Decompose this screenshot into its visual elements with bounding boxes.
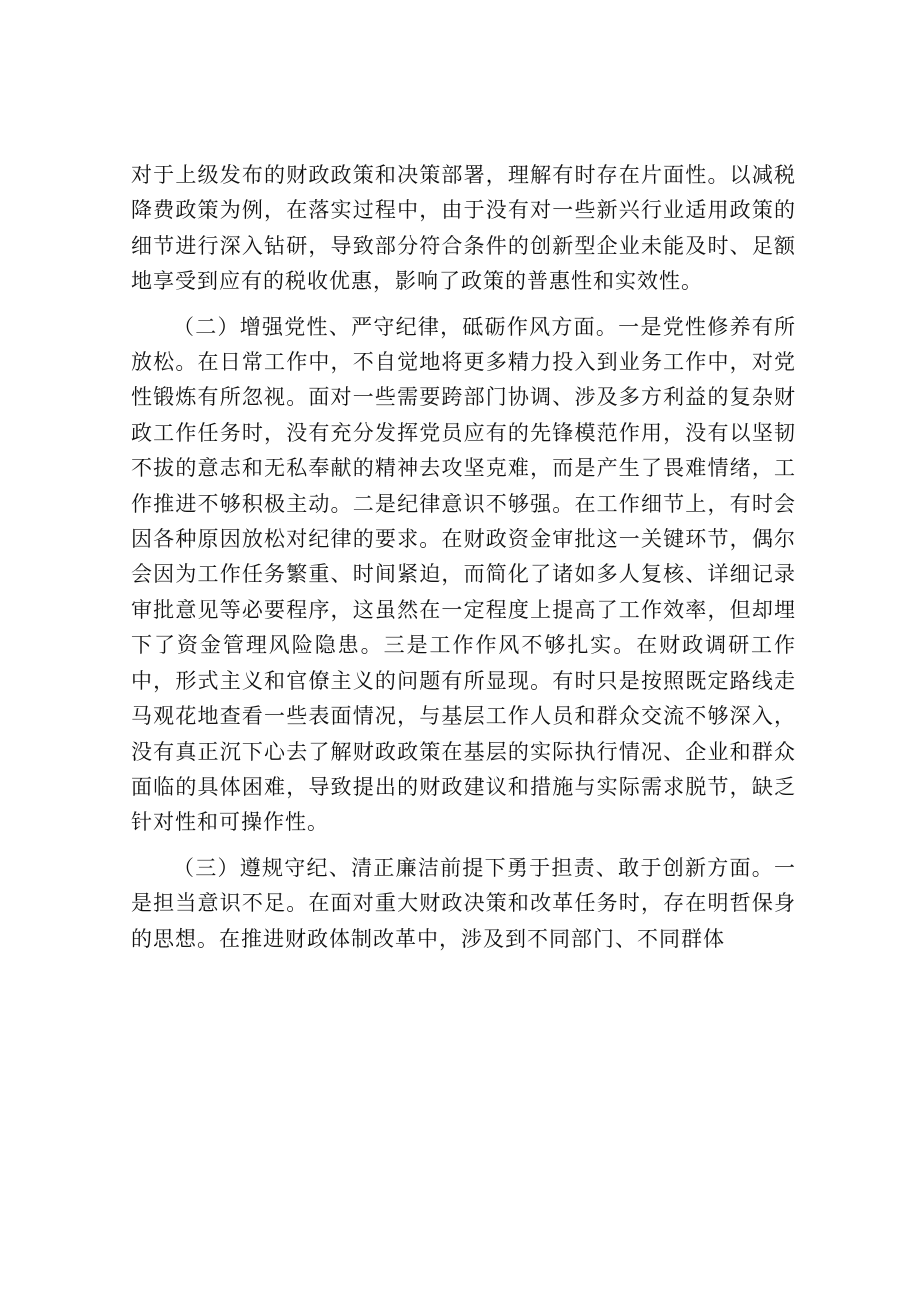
paragraph-section-two: （二）增强党性、严守纪律，砥砺作风方面。一是党性修养有所放松。在日常工作中，不自觉地将更多精力投入到业务工作中，对党性锻炼有所忽视。面对一些需要跨部门协调、涉及多方利益的复杂财政工作任务时，没有充分发挥党员应有的先锋模范作用，没有以坚韧不拔的意志和无私奉献的精神去攻坚克难，而是产生了畏难情绪，工作推进不够积极主动。二是纪律意识不够强。在工作细节上，有时会因各种原因放松对纪律的要求。在财政资金审批这一关键环节，偶尔会因为工作任务繁重、时间紧迫，而简化了诸如多人复核、详细记录审批意见等必要程序，这虽然在一定程度上提高了工作效率，但却埋下了资金管理风险隐患。三是工作作风不够扎实。在财政调研工作中，形式主义和官僚主义的问题有所显现。有时只是按照既定路线走马观花地查看一些表面情况，与基层工作人员和群众交流不够深入，没有真正沉下心去了解财政政策在基层的实际执行情况、企业和群众面临的具体困难，导致提出的财政建议和措施与实际需求脱节，缺乏针对性和可操作性。 — [131, 314, 796, 835]
document-body — [131, 158, 796, 957]
paragraph-section-three: （三）遵规守纪、清正廉洁前提下勇于担责、敢于创新方面。一是担当意识不足。在面对重大财政决策和改革任务时，存在明哲保身的思想。在推进财政体制改革中，涉及到不同部门、不同群体 — [131, 855, 796, 951]
paragraph-continuation: 对于上级发布的财政政策和决策部署，理解有时存在片面性。以减税降费政策为例，在落实过程中，由于没有对一些新兴行业适用政策的细节进行深入钻研，导致部分符合条件的创新型企业未能及时、足额地享受到应有的税收优惠，影响了政策的普惠性和实效性。 — [131, 163, 796, 294]
